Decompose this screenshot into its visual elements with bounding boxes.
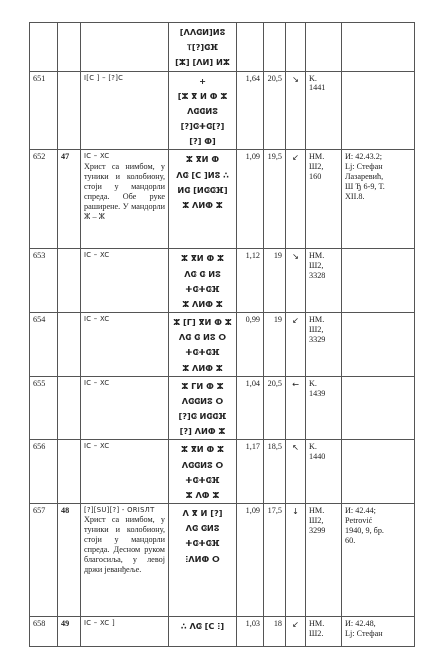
obverse-legend: IC – XC (84, 315, 110, 324)
catalog-row (30, 150, 415, 249)
reverse-line: ⴷⵛⵛⵍⵓ (187, 105, 218, 116)
die-axis-arrow: ← (286, 376, 306, 440)
reverse-inscription (169, 71, 237, 150)
diameter-value: 17,5 (264, 504, 286, 617)
literature-ref-line: Ш Ђ 6-9, Т. (345, 181, 385, 191)
literature-ref-line: Лазаревић, (345, 172, 384, 182)
collection-ref-line: 3328 (309, 271, 326, 281)
literature-ref (342, 71, 415, 150)
collection-ref-line: НМ. (309, 506, 325, 516)
collection-ref-line: 1440 (309, 452, 326, 462)
reverse-line: [?] ⵀ] (189, 136, 216, 147)
literature-ref-line: Petrović (345, 515, 373, 525)
reverse-line: ⵍⵛ [ⵍⵛⵛⴼ] (177, 184, 228, 195)
obverse-cell (81, 249, 169, 313)
die-axis-arrow: ↙ (286, 617, 306, 647)
reverse-line: ⵗⴷⵍⵀ ⵔ (185, 553, 220, 564)
literature-ref (342, 23, 415, 72)
obverse-legend: [?][SU][?] - ORISЛT (84, 506, 155, 515)
catalog-number (30, 23, 58, 72)
diameter-value: 19,5 (264, 150, 286, 249)
die-axis-arrow (286, 23, 306, 72)
reverse-line: ⵣ ⴷⵍⵀ ⵣ (182, 362, 223, 373)
obverse-legend: IC – XC (84, 251, 110, 260)
weight-value: 0,99 (237, 313, 264, 377)
diameter-value: 20,5 (264, 71, 286, 150)
catalog-body (30, 23, 415, 647)
plate-number (58, 249, 81, 313)
collection-ref-line: 3299 (309, 525, 326, 535)
collection-ref-line: НМ. (309, 152, 325, 162)
obverse-legend: IC – XC (84, 152, 110, 161)
catalog-number: 653 (30, 249, 58, 313)
plate-number (58, 376, 81, 440)
collection-ref (306, 150, 342, 249)
collection-ref (306, 504, 342, 617)
literature-ref (342, 617, 415, 647)
literature-ref-line: И: 42.48, (345, 619, 376, 629)
collection-ref-line: K. (309, 442, 317, 452)
plate-number: 48 (58, 504, 81, 617)
catalog-row (30, 313, 415, 377)
collection-ref-line: Ш2, (309, 515, 324, 525)
reverse-line: [ⵣ] [ⴷⵍ] ⵍⵣ (175, 57, 230, 68)
weight-value: 1,17 (237, 440, 264, 504)
reverse-line: [ⴷⴷⵛⵍ]ⵍⵓ (179, 27, 226, 37)
reverse-inscription (169, 249, 237, 313)
collection-ref (306, 376, 342, 440)
obverse-cell (81, 504, 169, 617)
reverse-line: ⴷⵛ ⵛⵍⵓ (185, 523, 220, 534)
literature-ref-line: Lj: Стефан (345, 162, 383, 172)
obverse-cell (81, 617, 169, 647)
reverse-line: ⴷⵛⵛⵍⵓ ⵔ (181, 395, 224, 406)
literature-ref-line: 1940, 9, бр. (345, 525, 384, 535)
reverse-line: ∴ ⴷⵛ [C ⵗ] (180, 621, 225, 632)
obverse-cell (81, 313, 169, 377)
reverse-line: [?] ⴷⵍⵀ ⵣ (179, 426, 226, 437)
reverse-line: ⵜⵛⵜⵛⴼ (185, 347, 220, 358)
reverse-line: ⵣ ⴷⵍⵀ ⵣ (182, 199, 223, 210)
reverse-line: ⴷⵛⵛⵍⵓ ⵔ (181, 459, 224, 470)
literature-ref-line: Lj: Стефан (345, 628, 383, 638)
literature-ref (342, 150, 415, 249)
reverse-line: ⵣ ⴳⵍ ⵀ ⵣ (181, 253, 224, 264)
catalog-number: 655 (30, 376, 58, 440)
reverse-line: ⴷⵛ ⵛ ⵍⵓ ⵔ (178, 332, 227, 343)
catalog-number: 652 (30, 150, 58, 249)
weight-value: 1,09 (237, 504, 264, 617)
catalog-row (30, 376, 415, 440)
obverse-legend: I[C ] – [?]C (84, 73, 124, 82)
reverse-line: ⴷⵛ [C ]ⵍⵓ ∴ (176, 169, 229, 180)
diameter-value: 18 (264, 617, 286, 647)
catalog-number: 651 (30, 71, 58, 150)
catalog-row (30, 71, 415, 150)
plate-number (58, 71, 81, 150)
collection-ref (306, 71, 342, 150)
reverse-line: ⵣ [Г] ⴳⵍ ⵀ ⵣ (173, 317, 232, 328)
die-axis-arrow: ↓ (286, 504, 306, 617)
collection-ref (306, 617, 342, 647)
reverse-inscription (169, 23, 237, 72)
reverse-line: ⵣ ⴷⵀ ⵣ (185, 489, 220, 500)
die-axis-arrow: ↘ (286, 71, 306, 150)
reverse-line: ⵜⵛⵜⵛⴼ (185, 474, 220, 485)
die-axis-arrow: ↖ (286, 440, 306, 504)
reverse-line: Ⲧ[?]ⵛⴼ (186, 42, 219, 53)
literature-ref (342, 440, 415, 504)
collection-ref-line: K. (309, 73, 317, 83)
plate-number (58, 440, 81, 504)
die-axis-arrow: ↙ (286, 150, 306, 249)
literature-ref-line: 60. (345, 535, 356, 545)
collection-ref (306, 440, 342, 504)
obverse-legend: IC – XC ] (84, 619, 115, 628)
reverse-inscription (169, 617, 237, 647)
collection-ref (306, 313, 342, 377)
diameter-value: 18,5 (264, 440, 286, 504)
catalog-number: 656 (30, 440, 58, 504)
obverse-cell (81, 150, 169, 249)
reverse-line: ⵣ ⴳⵍ ⵀ (185, 154, 220, 165)
literature-ref-line: И: 42.43.2; (345, 152, 383, 162)
reverse-line: + (199, 75, 206, 86)
collection-ref-line: K. (309, 378, 317, 388)
collection-ref-line: Ш2. (309, 628, 324, 638)
obverse-legend: IC – XC (84, 442, 110, 451)
reverse-line: ⵣ ⴷⵍⵀ ⵣ (182, 298, 223, 309)
literature-ref (342, 313, 415, 377)
reverse-line: [?]ⵛⵜⵛ[?] (180, 121, 225, 132)
catalog-row (30, 249, 415, 313)
collection-ref-line: Ш2, (309, 162, 324, 172)
weight-value: 1,09 (237, 150, 264, 249)
literature-ref-line: XII.8. (345, 191, 365, 201)
collection-ref-line: НМ. (309, 619, 325, 629)
weight-value: 1,03 (237, 617, 264, 647)
reverse-line: ⵜⵛⵜⵛⴼ (185, 538, 220, 549)
obverse-cell (81, 376, 169, 440)
reverse-inscription (169, 440, 237, 504)
obverse-cell (81, 23, 169, 72)
collection-ref-line: 1441 (309, 83, 326, 93)
catalog-number: 658 (30, 617, 58, 647)
coin-catalog-table (29, 22, 415, 647)
diameter-value: 20,5 (264, 376, 286, 440)
obverse-description: Христ са нимбом, у туники и колобиону, стоји у мандорли спреда. Обе руке раширене. У мандорли ⵣ – ⵣ (84, 161, 165, 221)
reverse-line: ⴷⵛ ⵛ ⵍⵓ (184, 268, 221, 279)
die-axis-arrow: ↙ (286, 313, 306, 377)
diameter-value (264, 23, 286, 72)
catalog-number: 657 (30, 504, 58, 617)
collection-ref-line: Ш2, (309, 324, 324, 334)
reverse-inscription (169, 376, 237, 440)
weight-value: 1,04 (237, 376, 264, 440)
plate-number (58, 313, 81, 377)
catalog-row (30, 440, 415, 504)
reverse-line: [?]ⵛ ⵍⵛⵛⴼ (178, 411, 227, 422)
reverse-line: ⵣ ⴳⵍ ⵀ ⵣ (181, 444, 224, 455)
collection-ref-line: НМ. (309, 251, 325, 261)
diameter-value: 19 (264, 313, 286, 377)
weight-value (237, 23, 264, 72)
collection-ref-line: Ш2, (309, 261, 324, 271)
reverse-inscription (169, 313, 237, 377)
reverse-line: ⴷ ⴳ ⵍ [?] (182, 508, 223, 519)
collection-ref-line: 1439 (309, 388, 326, 398)
reverse-inscription (169, 150, 237, 249)
collection-ref (306, 23, 342, 72)
obverse-cell (81, 71, 169, 150)
reverse-inscription (169, 504, 237, 617)
plate-number: 47 (58, 150, 81, 249)
obverse-description: Христ са нимбом, у туники и колобиону, стоји у мандорли спреда. Десном руком благосиља, у левој држи јеванђеље. (84, 515, 165, 575)
literature-ref (342, 376, 415, 440)
plate-number: 49 (58, 617, 81, 647)
literature-ref (342, 249, 415, 313)
weight-value: 1,64 (237, 71, 264, 150)
collection-ref-line: НМ. (309, 315, 325, 325)
obverse-cell (81, 440, 169, 504)
reverse-line: [ⵣ ⴳ ⵍ ⵀ ⵣ (177, 90, 228, 101)
plate-number (58, 23, 81, 72)
reverse-line: ⵣ Гⵍ ⵀ ⵣ (181, 380, 224, 391)
diameter-value: 19 (264, 249, 286, 313)
reverse-line: ⵜⵛⵜⵛⴼ (185, 283, 220, 294)
collection-ref (306, 249, 342, 313)
literature-ref (342, 504, 415, 617)
weight-value: 1,12 (237, 249, 264, 313)
catalog-number: 654 (30, 313, 58, 377)
collection-ref-line: 160 (309, 172, 322, 182)
catalog-row (30, 504, 415, 617)
catalog-row (30, 617, 415, 647)
literature-ref-line: И: 42.44; (345, 506, 376, 516)
catalog-row (30, 23, 415, 72)
die-axis-arrow: ↘ (286, 249, 306, 313)
collection-ref-line: 3329 (309, 334, 326, 344)
obverse-legend: IC – XC (84, 378, 110, 387)
